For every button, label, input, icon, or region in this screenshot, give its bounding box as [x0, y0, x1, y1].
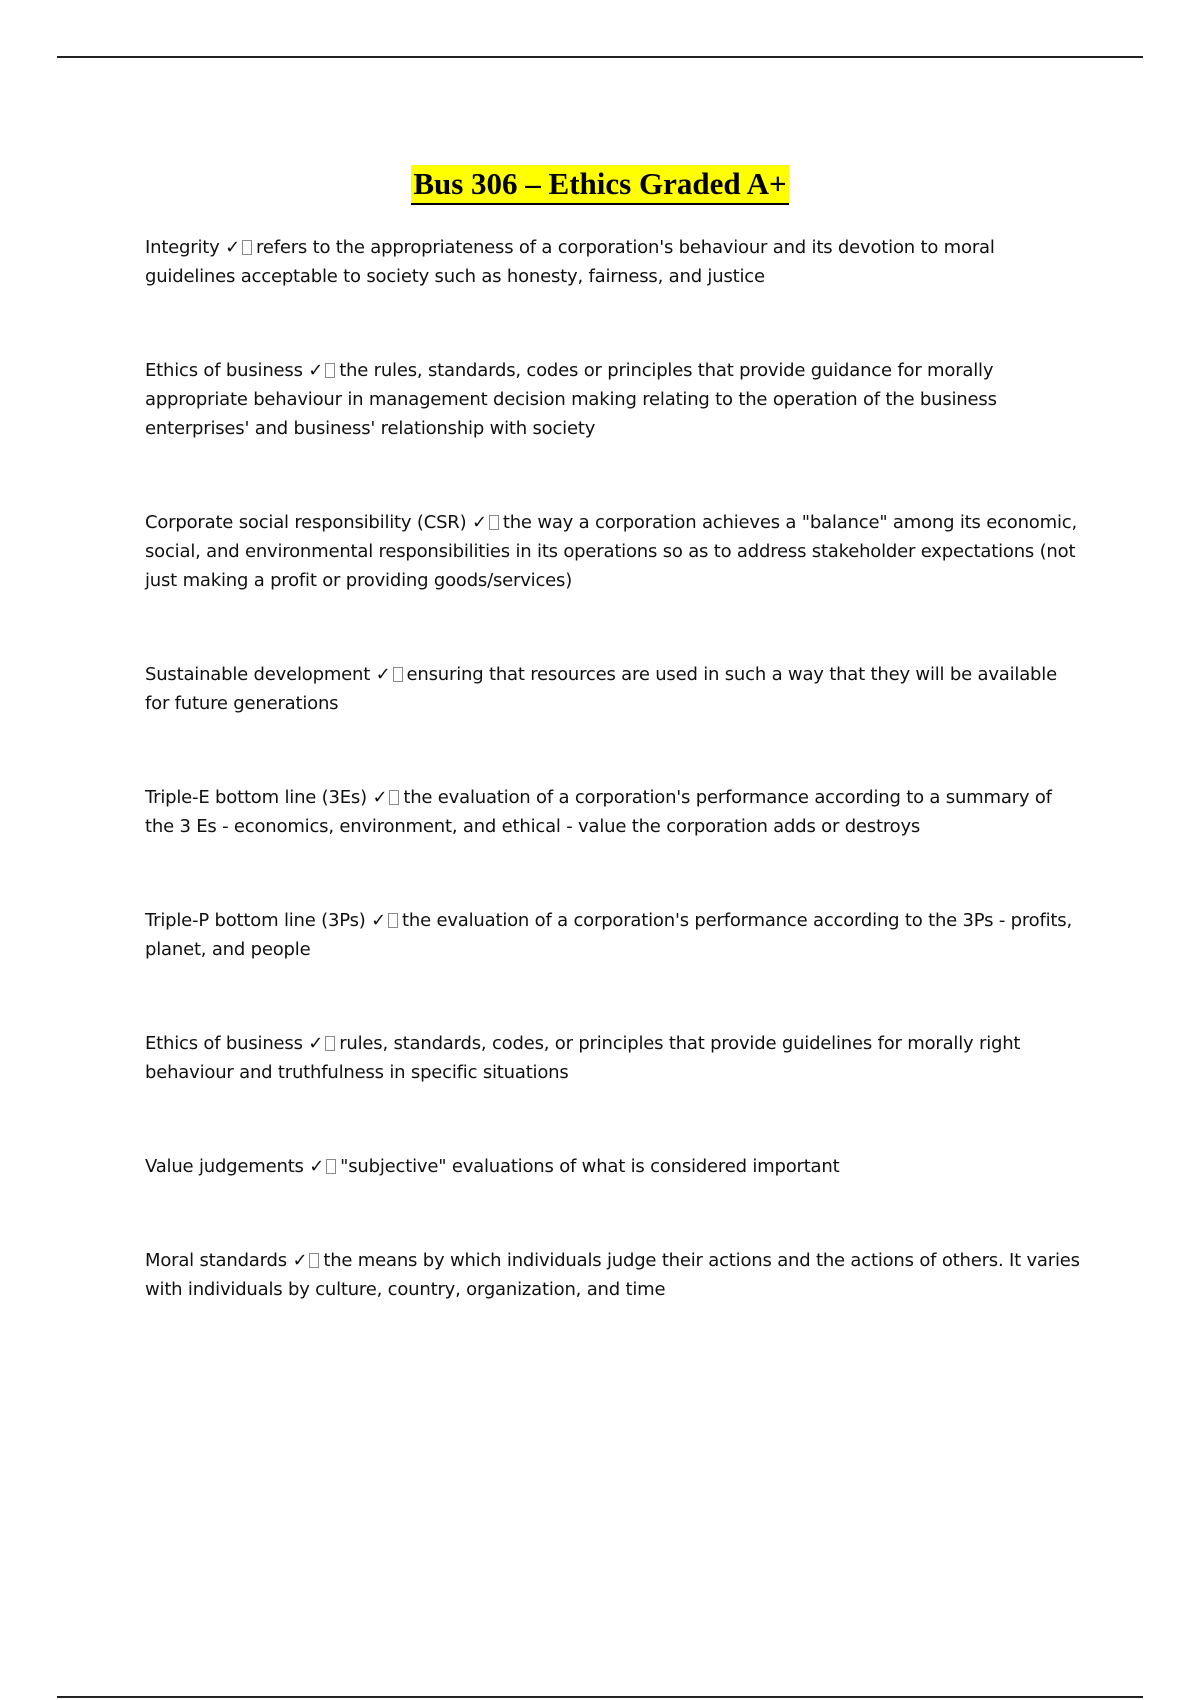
- entry-term: Ethics of business: [145, 1033, 303, 1054]
- check-icon: ✓: [375, 664, 391, 685]
- missing-glyph-box-icon: [326, 1159, 336, 1174]
- entry-definition: ensuring that resources are used in such a way that they will be available for future generations: [145, 664, 1057, 714]
- definition-entry: [145, 508, 1085, 595]
- check-icon: ✓: [309, 1156, 325, 1177]
- missing-glyph-box-icon: [389, 790, 399, 805]
- entry-definition: rules, standards, codes, or principles that provide guidelines for morally right behaviour and truthfulness in specific situations: [145, 1033, 1021, 1083]
- missing-glyph-box-icon: [325, 363, 335, 378]
- document-title: Bus 306 – Ethics Graded A+: [411, 165, 788, 205]
- check-icon: ✓: [308, 360, 324, 381]
- missing-glyph-box-icon: [309, 1253, 319, 1268]
- check-icon: ✓: [308, 1033, 324, 1054]
- definition-list: [145, 233, 1085, 1369]
- definition-entry: [145, 1152, 1085, 1181]
- definition-entry: [145, 1246, 1085, 1304]
- missing-glyph-box-icon: [325, 1036, 335, 1051]
- title-container: [0, 165, 1200, 205]
- entry-definition: the rules, standards, codes or principles that provide guidance for morally appropriate behaviour in management decision making relating to the operation of the business enterprises' and business' relationship with society: [145, 360, 997, 439]
- entry-term: Triple-P bottom line (3Ps): [145, 910, 366, 931]
- check-icon: ✓: [372, 787, 388, 808]
- bottom-rule: [57, 1696, 1143, 1698]
- entry-definition: the way a corporation achieves a "balance" among its economic, social, and environmental responsibilities in its operations so as to address stakeholder expectations (not just making a profit or providing goods/services): [145, 512, 1077, 591]
- entry-definition: the evaluation of a corporation's performance according to the 3Ps - profits, planet, and people: [145, 910, 1072, 960]
- check-icon: ✓: [225, 237, 241, 258]
- entry-term: Sustainable development: [145, 664, 371, 685]
- entry-definition: refers to the appropriateness of a corporation's behaviour and its devotion to moral guidelines acceptable to society such as honesty, fairness, and justice: [145, 237, 995, 287]
- missing-glyph-box-icon: [393, 667, 403, 682]
- definition-entry: [145, 906, 1085, 964]
- missing-glyph-box-icon: [388, 913, 398, 928]
- entry-definition: the evaluation of a corporation's performance according to a summary of the 3 Es - economics, environment, and ethical - value the corporation adds or destroys: [145, 787, 1052, 837]
- check-icon: ✓: [371, 910, 386, 931]
- definition-entry: [145, 1029, 1085, 1087]
- check-icon: ✓: [292, 1250, 308, 1271]
- definition-entry: [145, 233, 1085, 291]
- check-icon: ✓: [471, 512, 487, 533]
- entry-term: Value judgements: [145, 1156, 304, 1177]
- entry-term: Triple-E bottom line (3Es): [145, 787, 367, 808]
- missing-glyph-box-icon: [242, 240, 252, 255]
- definition-entry: [145, 356, 1085, 443]
- entry-term: Integrity: [145, 237, 220, 258]
- missing-glyph-box-icon: [489, 515, 499, 530]
- entry-definition: "subjective" evaluations of what is considered important: [340, 1156, 840, 1177]
- definition-entry: [145, 660, 1085, 718]
- entry-term: Ethics of business: [145, 360, 303, 381]
- entry-term: Corporate social responsibility (CSR): [145, 512, 467, 533]
- definition-entry: [145, 783, 1085, 841]
- entry-definition: the means by which individuals judge their actions and the actions of others. It varies with individuals by culture, country, organization, and time: [145, 1250, 1080, 1300]
- entry-term: Moral standards: [145, 1250, 287, 1271]
- top-rule: [57, 56, 1143, 58]
